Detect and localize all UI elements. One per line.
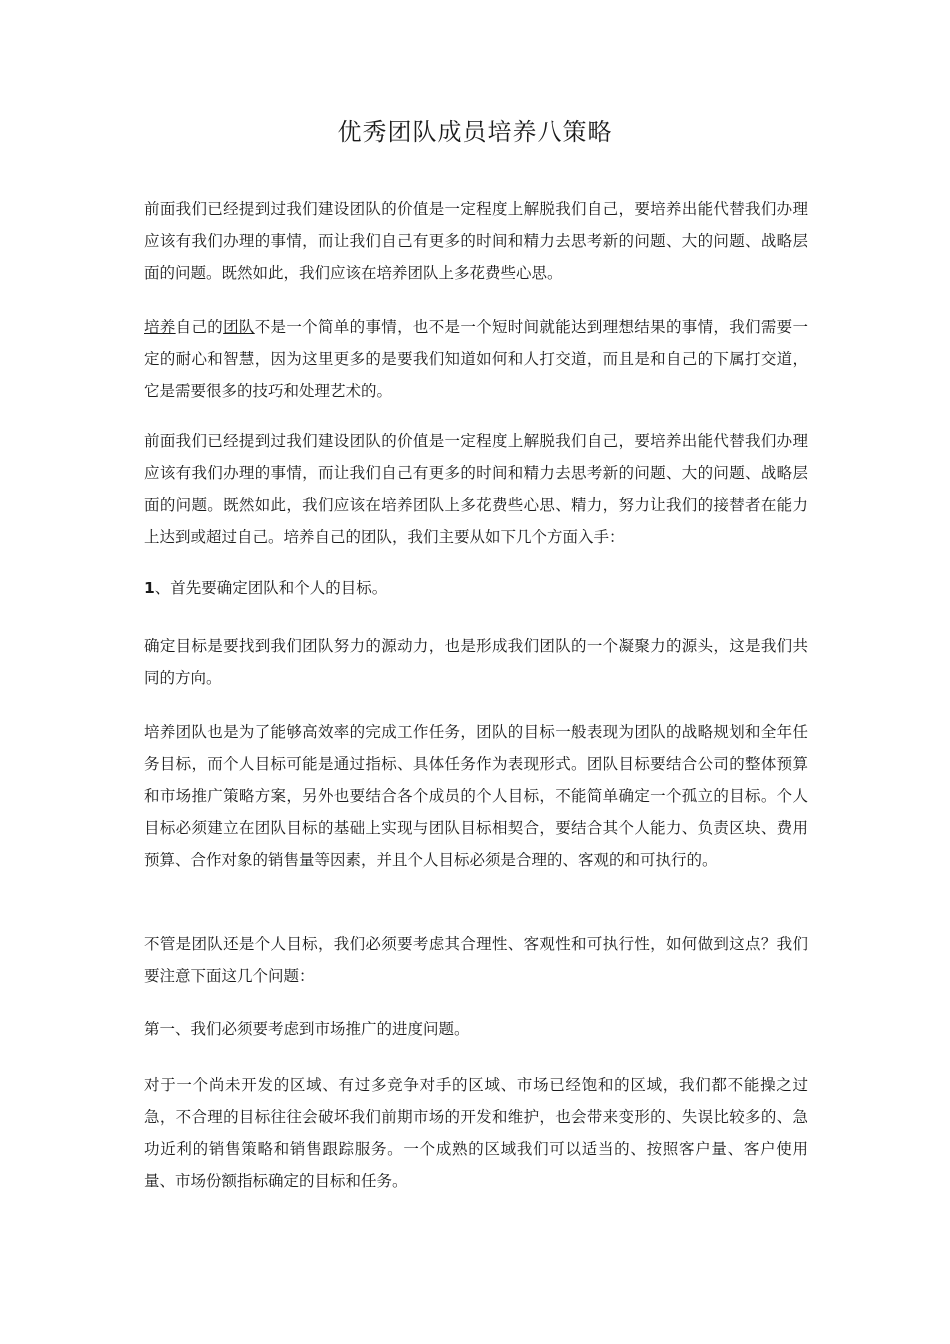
- paragraph-2-rest: 不是一个简单的事情，也不是一个短时间就能达到理想结果的事情，我们需要一定的耐心和智慧，因为这里更多的是要我们知道如何和人打交道，而且是和自己的下属打交道，它是需要很多的技巧和处理艺术的。: [144, 318, 808, 400]
- paragraph-5: 确定目标是要找到我们团队努力的源动力，也是形成我们团队的一个凝聚力的源头，这是我们共同的方向。: [144, 637, 808, 687]
- paragraph-7: 不管是团队还是个人目标，我们必须要考虑其合理性、客观性和可执行性，如何做到这点？我们要注意下面这几个问题：: [144, 935, 808, 985]
- paragraph-2: [144, 311, 808, 407]
- link-peiyang[interactable]: 培养: [144, 318, 176, 336]
- paragraph-3: 前面我们已经提到过我们建设团队的价值是一定程度上解脱我们自己，要培养出能代替我们办理应该有我们办理的事情，而让我们自己有更多的时间和精力去思考新的问题、大的问题、战略层面的问题。既然如此，我们应该在培养团队上多花费些心思、精力，努力让我们的接替者在能力上达到或超过自己。培养自己的团队，我们主要从如下几个方面入手：: [144, 432, 808, 546]
- paragraph-9: 对于一个尚未开发的区域、有过多竞争对手的区域、市场已经饱和的区域，我们都不能操之过急，不合理的目标往往会破坏我们前期市场的开发和维护，也会带来变形的、失误比较多的、急功近利的销售策略和销售跟踪服务。一个成熟的区域我们可以适当的、按照客户量、客户使用量、市场份额指标确定的目标和任务。: [144, 1076, 808, 1190]
- link-tuandui[interactable]: 团队: [223, 318, 255, 336]
- paragraph-8: 第一、我们必须要考虑到市场推广的进度问题。: [144, 1020, 470, 1038]
- section-heading-1: [144, 572, 808, 604]
- section-number: 1: [144, 579, 155, 597]
- section-heading-text: 、首先要确定团队和个人的目标。: [154, 579, 388, 597]
- paragraph-2-mid: 自己的: [175, 318, 224, 336]
- paragraph-6: 培养团队也是为了能够高效率的完成工作任务，团队的目标一般表现为团队的战略规划和全年任务目标，而个人目标可能是通过指标、具体任务作为表现形式。团队目标要结合公司的整体预算和市场推广策略方案，另外也要结合各个成员的个人目标，不能简单确定一个孤立的目标。个人目标必须建立在团队目标的基础上实现与团队目标相契合，要结合其个人能力、负责区块、费用预算、合作对象的销售量等因素，并且个人目标必须是合理的、客观的和可执行的。: [144, 723, 808, 869]
- document-title: 优秀团队成员培养八策略: [337, 118, 613, 146]
- paragraph-1: 前面我们已经提到过我们建设团队的价值是一定程度上解脱我们自己，要培养出能代替我们办理应该有我们办理的事情，而让我们自己有更多的时间和精力去思考新的问题、大的问题、战略层面的问题。既然如此，我们应该在培养团队上多花费些心思。: [144, 200, 808, 282]
